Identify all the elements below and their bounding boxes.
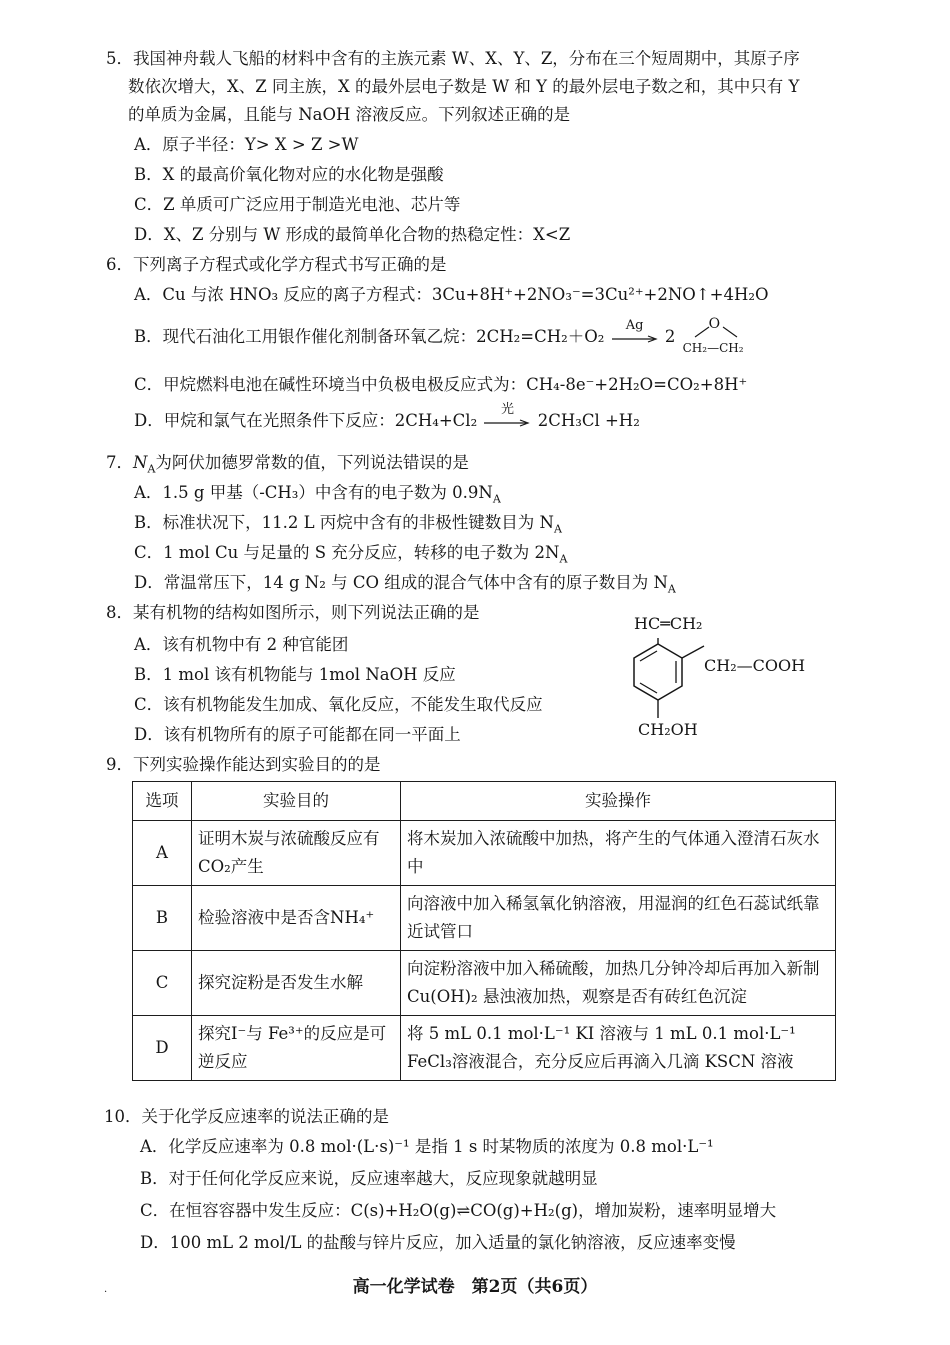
q7-option-a-sub: A bbox=[492, 492, 501, 506]
table-cell-option: C bbox=[133, 951, 192, 1016]
table-row bbox=[133, 951, 836, 1016]
table-header: 选项 bbox=[133, 782, 192, 821]
q7-stem bbox=[106, 452, 469, 480]
experiment-table bbox=[132, 781, 836, 1081]
ethylene-oxide-o: O bbox=[708, 315, 721, 332]
q7-option-c-text: C．1 mol Cu 与足量的 S 充分反应，转移的电子数为 2N bbox=[134, 543, 560, 562]
q7-stem-text: 为阿伏加德罗常数的值，下列说法错误的是 bbox=[155, 453, 469, 472]
q10-option-c: C．在恒容容器中发生反应：C(s)+H₂O(g)⇌CO(g)+H₂(g)，增加炭粉，速率明显增大 bbox=[140, 1201, 777, 1220]
q5-option-c: C．Z 单质可广泛应用于制造光电池、芯片等 bbox=[134, 195, 461, 214]
arrow-icon bbox=[610, 335, 660, 343]
q7-option-d bbox=[134, 572, 676, 600]
q8-option-d: D．该有机物所有的原子可能都在同一平面上 bbox=[134, 725, 461, 744]
q9-stem: 9．下列实验操作能达到实验目的的是 bbox=[106, 755, 381, 774]
q5-stem-line1: 5．我国神舟载人飞船的材料中含有的主族元素 W、X、Y、Z，分布在三个短周期中，其原子序 bbox=[106, 49, 800, 68]
q10-option-a: A．化学反应速率为 0.8 mol·(L·s)⁻¹ 是指 1 s 时某物质的浓度为 0.8 mol·L⁻¹ bbox=[140, 1137, 714, 1156]
q10-option-b: B．对于任何化学反应来说，反应速率越大，反应现象就越明显 bbox=[140, 1169, 598, 1188]
table-cell-option: B bbox=[133, 886, 192, 951]
table-cell-operation: 将 5 mL 0.1 mol·L⁻¹ KI 溶液与 1 mL 0.1 mol·L⁻¹ FeCl₃溶液混合，充分反应后再滴入几滴 KSCN 溶液 bbox=[401, 1016, 836, 1081]
q6-b-catalyst: Ag bbox=[625, 317, 644, 333]
q5-option-d: D．X、Z 分别与 W 形成的最简单化合物的热稳定性：X<Z bbox=[134, 225, 571, 244]
page-footer: 高一化学试卷 第2页（共6页） bbox=[352, 1277, 598, 1297]
q8-stem: 8．某有机物的结构如图所示，则下列说法正确的是 bbox=[106, 603, 480, 622]
arrow-icon bbox=[482, 419, 532, 427]
table-cell-operation: 将木炭加入浓硫酸中加热，将产生的气体通入澄清石灰水中 bbox=[401, 821, 836, 886]
q7-number: 7． bbox=[106, 453, 133, 472]
table-row bbox=[133, 821, 836, 886]
table-row bbox=[133, 1016, 836, 1081]
q7-option-b-sub: A bbox=[554, 522, 562, 536]
q7-option-d-sub: A bbox=[667, 582, 676, 596]
carboxymethyl-group-label: CH₂—COOH bbox=[704, 656, 806, 675]
q6-option-d bbox=[134, 401, 640, 433]
q10-stem: 10．关于化学反应速率的说法正确的是 bbox=[104, 1107, 389, 1126]
q6-option-b bbox=[134, 315, 753, 355]
ethylene-oxide-structure bbox=[681, 315, 753, 355]
q7-option-b bbox=[134, 512, 562, 540]
q6-d-product: 2CH₃Cl +H₂ bbox=[537, 411, 640, 430]
table-cell-option: A bbox=[133, 821, 192, 886]
q6-b-product-coef: 2 bbox=[664, 327, 676, 346]
q6-d-reaction-arrow bbox=[482, 401, 532, 433]
q5-stem-line2: 数依次增大，X、Z 同主族，X 的最外层电子数是 W 和 Y 的最外层电子数之和，其中只有 Y bbox=[128, 77, 800, 96]
q5-option-a: A．原子半径：Y> X > Z >W bbox=[134, 135, 359, 154]
q8-option-c: C．该有机物能发生加成、氧化反应，不能发生取代反应 bbox=[134, 695, 543, 714]
vinyl-group-label: HC═CH₂ bbox=[634, 614, 703, 633]
q6-b-reaction-arrow bbox=[610, 317, 660, 349]
q7-option-a-text: A．1.5 g 甲基（-CH₃）中含有的电子数为 0.9N bbox=[134, 483, 493, 502]
q6-option-c: C．甲烷燃料电池在碱性环境当中负极电极反应式为：CH₄-8e⁻+2H₂O=CO₂+8H⁺ bbox=[134, 375, 748, 394]
q6-option-b-text: B．现代石油化工用银作催化剂制备环氧乙烷：2CH₂=CH₂＋O₂ bbox=[134, 327, 605, 346]
q8-option-b: B．1 mol 该有机物能与 1mol NaOH 反应 bbox=[134, 665, 456, 684]
q7-option-b-text: B．标准状况下，11.2 L 丙烷中含有的非极性键数目为 N bbox=[134, 513, 554, 532]
q6-d-condition: 光 bbox=[500, 401, 514, 417]
q7-option-c-sub: A bbox=[559, 552, 568, 566]
q7-na-sub: A bbox=[147, 462, 156, 476]
q5-option-b: B．X 的最高价氧化物对应的水化物是强酸 bbox=[134, 165, 444, 184]
ethylene-oxide-bottom: CH₂—CH₂ bbox=[682, 340, 744, 355]
q8-option-a: A．该有机物中有 2 种官能团 bbox=[134, 635, 349, 654]
table-cell-operation: 向溶液中加入稀氢氧化钠溶液，用湿润的红色石蕊试纸靠近试管口 bbox=[401, 886, 836, 951]
table-cell-goal: 检验溶液中是否含NH₄⁺ bbox=[192, 886, 401, 951]
table-cell-goal: 证明木炭与浓硫酸反应有CO₂产生 bbox=[192, 821, 401, 886]
table-cell-goal: 探究I⁻与 Fe³⁺的反应是可逆反应 bbox=[192, 1016, 401, 1081]
q7-na: N bbox=[133, 453, 148, 472]
q7-option-d-text: D．常温常压下，14 g N₂ 与 CO 组成的混合气体中含有的原子数目为 N bbox=[134, 573, 668, 592]
q6-option-a: A．Cu 与浓 HNO₃ 反应的离子方程式：3Cu+8H⁺+2NO₃⁻=3Cu²⁺+2NO↑+4H₂O bbox=[134, 285, 769, 304]
q6-stem: 6．下列离子方程式或化学方程式书写正确的是 bbox=[106, 255, 447, 274]
q6-option-d-text: D．甲烷和氯气在光照条件下反应：2CH₄+Cl₂ bbox=[134, 411, 478, 430]
table-header-row bbox=[133, 782, 836, 821]
table-cell-operation: 向淀粉溶液中加入稀硫酸，加热几分钟冷却后再加入新制 Cu(OH)₂ 悬浊液加热，观察是否有砖红色沉淀 bbox=[401, 951, 836, 1016]
margin-dot: . bbox=[104, 1284, 108, 1295]
q7-option-c bbox=[134, 542, 567, 570]
table-cell-goal: 探究淀粉是否发生水解 bbox=[192, 951, 401, 1016]
table-header: 实验目的 bbox=[192, 782, 401, 821]
hydroxymethyl-group-label: CH₂OH bbox=[638, 720, 698, 739]
q5-stem-line3: 的单质为金属，且能与 NaOH 溶液反应。下列叙述正确的是 bbox=[128, 105, 571, 124]
q7-option-a bbox=[134, 482, 501, 510]
table-row bbox=[133, 886, 836, 951]
table-header: 实验操作 bbox=[401, 782, 836, 821]
table-cell-option: D bbox=[133, 1016, 192, 1081]
q10-option-d: D．100 mL 2 mol/L 的盐酸与锌片反应，加入适量的氯化钠溶液，反应速率变慢 bbox=[140, 1233, 736, 1252]
